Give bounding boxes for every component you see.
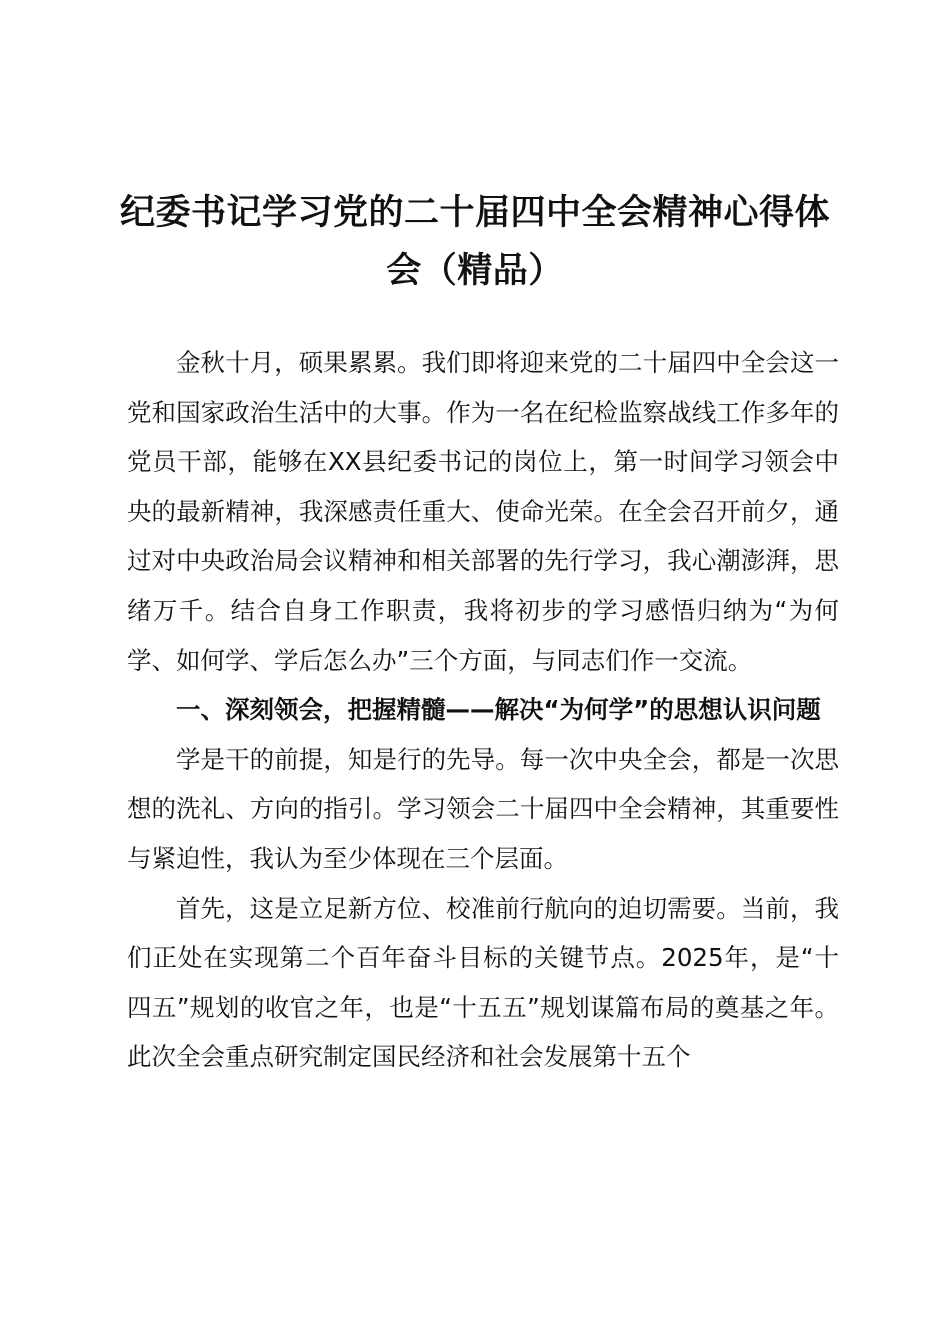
paragraph-section1-lead: 学是干的前提，知是行的先导。每一次中央全会，都是一次思想的洗礼、方向的指引。学习领会二十届四中全会精神，其重要性与紧迫性，我认为至少体现在三个层面。 xyxy=(127,744,839,873)
paragraph-section1-first: 首先，这是立足新方位、校准前行航向的迫切需要。当前，我们正处在实现第二个百年奋斗目标的关键节点。2025年，是“十四五”规划的收官之年，也是“十五五”规划谋篇布局的奠基之年。此次全会重点研究制定国民经济和社会发展第十五个 xyxy=(127,893,839,1072)
paragraph-intro: 金秋十月，硕果累累。我们即将迎来党的二十届四中全会这一党和国家政治生活中的大事。作为一名在纪检监察战线工作多年的党员干部，能够在XX县纪委书记的岗位上，第一时间学习领会中央的最新精神，我深感责任重大、使命光荣。在全会召开前夕，通过对中央政治局会议精神和相关部署的先行学习，我心潮澎湃，思绪万千。结合自身工作职责，我将初步的学习感悟归纳为“为何学、如何学、学后怎么办”三个方面，与同志们作一交流。 xyxy=(127,348,839,675)
section-heading-1: 一、深刻领会，把握精髓——解决“为何学”的思想认识问题 xyxy=(176,695,821,725)
document-body xyxy=(127,338,839,1082)
document-title: 纪委书记学习党的二十届四中全会精神心得体会（精品） xyxy=(119,193,830,291)
